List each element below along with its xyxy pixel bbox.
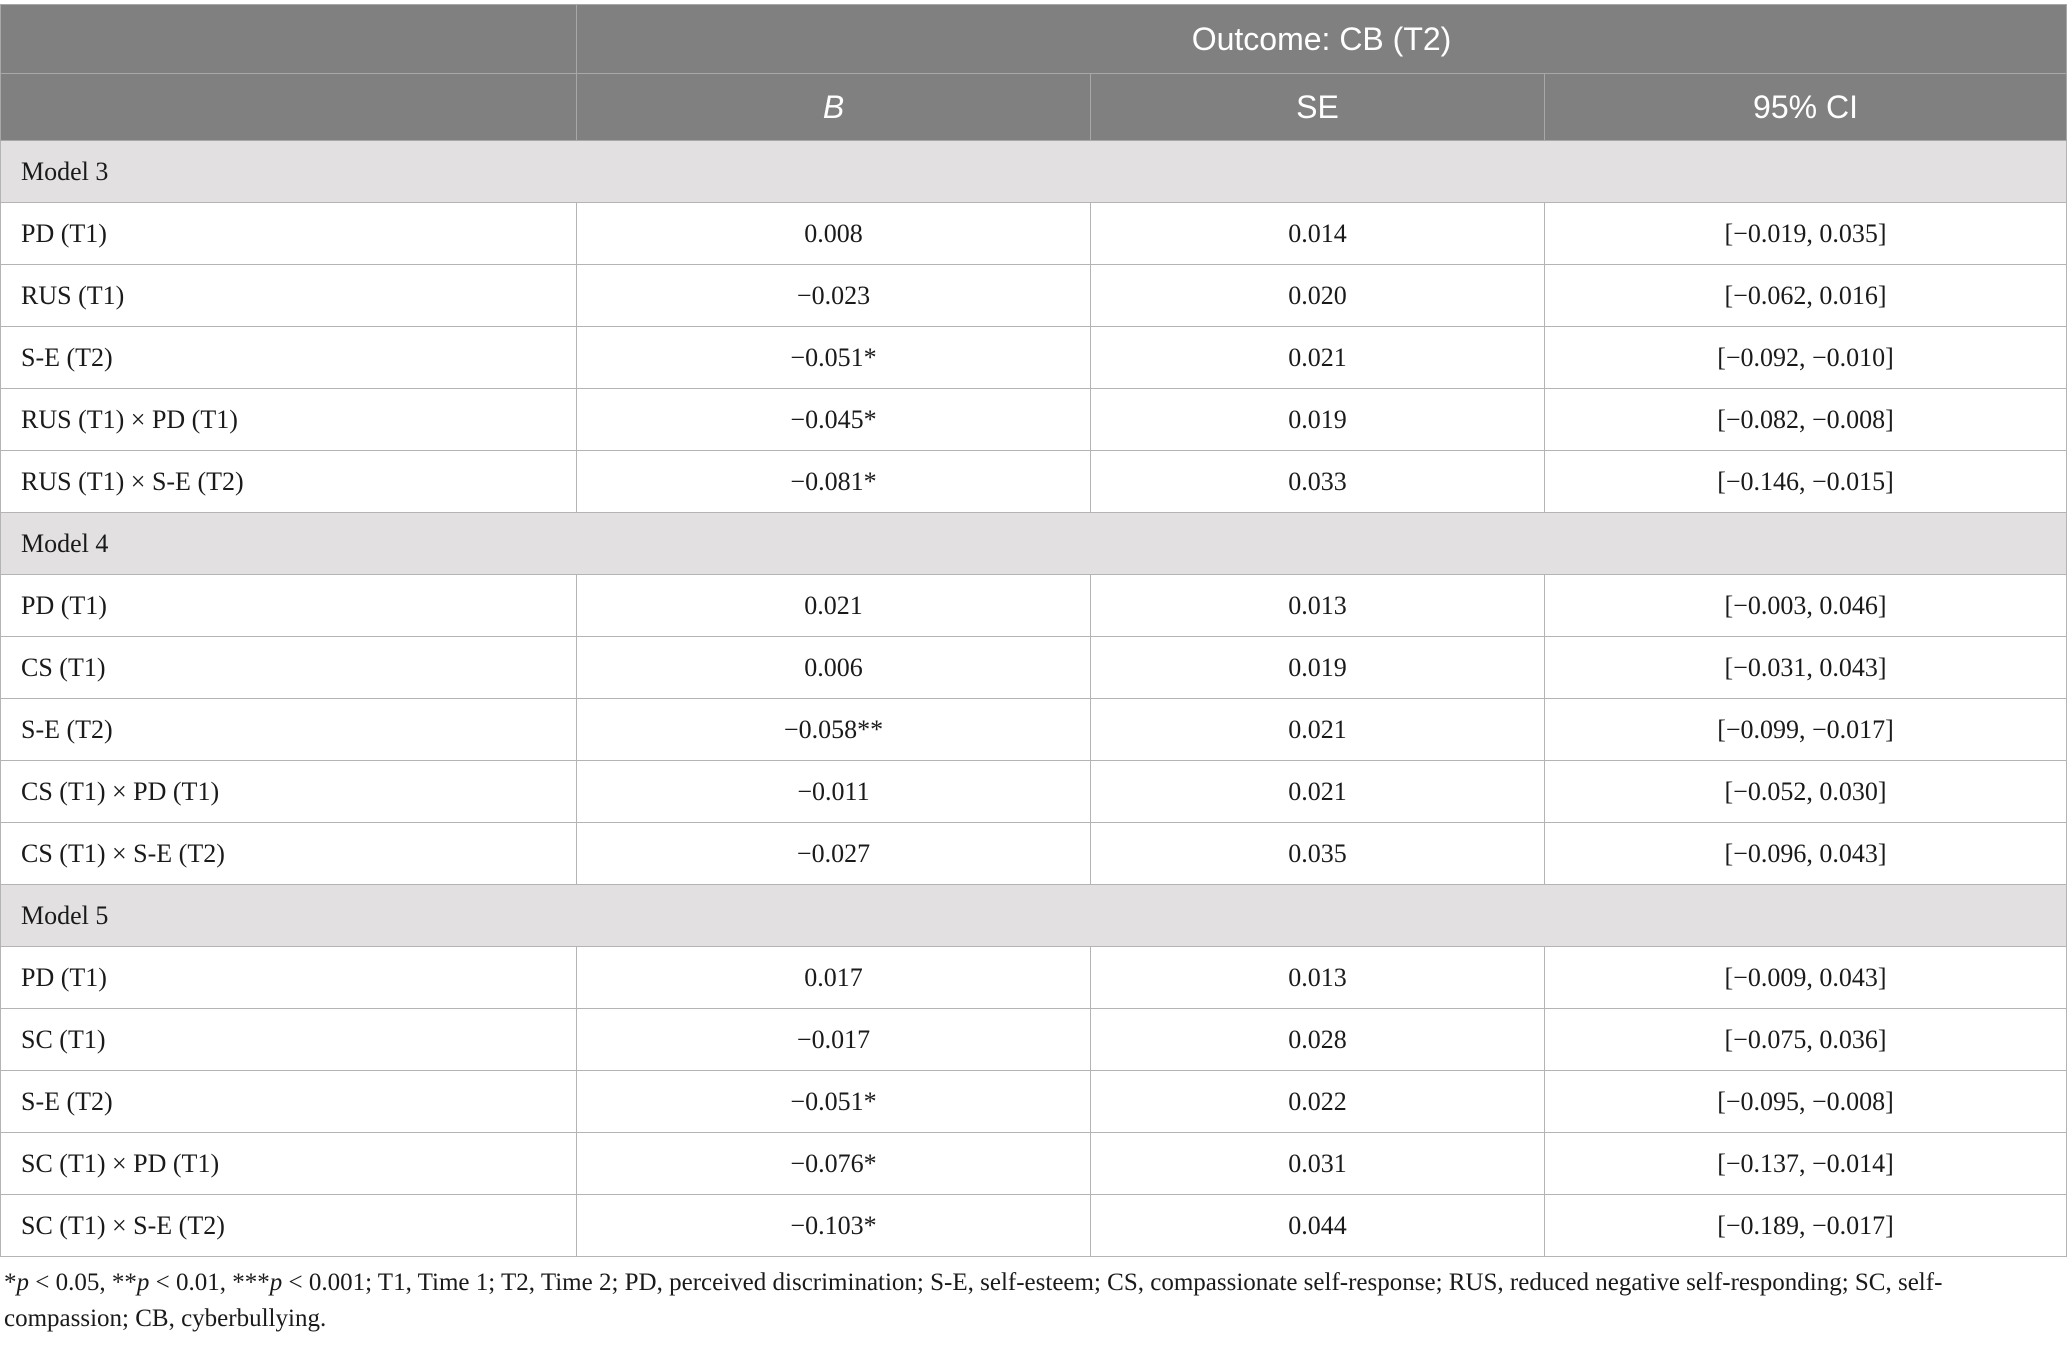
table-row	[1, 451, 2067, 513]
predictor-label: RUS (T1) × PD (T1)	[1, 389, 577, 451]
predictor-label: SC (T1)	[1, 1009, 577, 1071]
predictor-label: RUS (T1) × S-E (T2)	[1, 451, 577, 513]
coefficient-b: −0.045*	[577, 389, 1091, 451]
coefficient-b: 0.017	[577, 947, 1091, 1009]
confidence-interval: [−0.146, −0.015]	[1545, 451, 2067, 513]
standard-error: 0.033	[1091, 451, 1545, 513]
model-title: Model 5	[1, 885, 2067, 947]
predictor-label: SC (T1) × S-E (T2)	[1, 1195, 577, 1257]
table-row	[1, 575, 2067, 637]
coefficient-b: −0.051*	[577, 327, 1091, 389]
coefficient-b: 0.008	[577, 203, 1091, 265]
footnote-text: *p < 0.05, **p < 0.01, ***p < 0.001; T1, Time 1; T2, Time 2; PD, perceived discrimination; S-E, self-esteem; CS, compassionate self-response; RUS, reduced negative self-responding; SC, self-compassion; CB, cyberbullying.	[4, 1269, 1943, 1332]
predictor-label: PD (T1)	[1, 947, 577, 1009]
coefficient-b: −0.011	[577, 761, 1091, 823]
predictor-label: CS (T1) × S-E (T2)	[1, 823, 577, 885]
model-section-row	[1, 885, 2067, 947]
coefficient-b: −0.103*	[577, 1195, 1091, 1257]
table-row	[1, 823, 2067, 885]
confidence-interval: [−0.019, 0.035]	[1545, 203, 2067, 265]
confidence-interval: [−0.062, 0.016]	[1545, 265, 2067, 327]
table-row	[1, 761, 2067, 823]
header-empty-cell	[1, 5, 577, 74]
column-header-ci: 95% CI	[1545, 74, 2067, 141]
confidence-interval: [−0.095, −0.008]	[1545, 1071, 2067, 1133]
predictor-label: CS (T1)	[1, 637, 577, 699]
predictor-label: SC (T1) × PD (T1)	[1, 1133, 577, 1195]
table-row	[1, 1133, 2067, 1195]
column-header-se: SE	[1091, 74, 1545, 141]
outcome-header: Outcome: CB (T2)	[577, 5, 2067, 74]
predictor-label: PD (T1)	[1, 203, 577, 265]
predictor-label: S-E (T2)	[1, 699, 577, 761]
confidence-interval: [−0.031, 0.043]	[1545, 637, 2067, 699]
coefficient-b: −0.081*	[577, 451, 1091, 513]
table-row	[1, 203, 2067, 265]
confidence-interval: [−0.003, 0.046]	[1545, 575, 2067, 637]
standard-error: 0.035	[1091, 823, 1545, 885]
model-title: Model 3	[1, 141, 2067, 203]
standard-error: 0.021	[1091, 327, 1545, 389]
column-header-b: B	[577, 74, 1091, 141]
coefficient-b: −0.076*	[577, 1133, 1091, 1195]
standard-error: 0.022	[1091, 1071, 1545, 1133]
standard-error: 0.020	[1091, 265, 1545, 327]
coefficient-b: −0.051*	[577, 1071, 1091, 1133]
table-header	[1, 5, 2067, 141]
confidence-interval: [−0.009, 0.043]	[1545, 947, 2067, 1009]
header-row-outcome	[1, 5, 2067, 74]
table-row	[1, 947, 2067, 1009]
table-container	[0, 4, 2067, 1337]
table-footnote	[0, 1265, 2044, 1337]
table-row	[1, 1009, 2067, 1071]
coefficient-b: −0.058**	[577, 699, 1091, 761]
predictor-label: S-E (T2)	[1, 1071, 577, 1133]
model-section-row	[1, 141, 2067, 203]
table-row	[1, 389, 2067, 451]
confidence-interval: [−0.092, −0.010]	[1545, 327, 2067, 389]
confidence-interval: [−0.099, −0.017]	[1545, 699, 2067, 761]
standard-error: 0.031	[1091, 1133, 1545, 1195]
coefficient-b: 0.021	[577, 575, 1091, 637]
predictor-label: PD (T1)	[1, 575, 577, 637]
regression-table	[0, 4, 2067, 1257]
coefficient-b: 0.006	[577, 637, 1091, 699]
table-row	[1, 327, 2067, 389]
confidence-interval: [−0.082, −0.008]	[1545, 389, 2067, 451]
coefficient-b: −0.027	[577, 823, 1091, 885]
standard-error: 0.021	[1091, 699, 1545, 761]
model-section-row	[1, 513, 2067, 575]
standard-error: 0.028	[1091, 1009, 1545, 1071]
standard-error: 0.044	[1091, 1195, 1545, 1257]
confidence-interval: [−0.096, 0.043]	[1545, 823, 2067, 885]
standard-error: 0.019	[1091, 389, 1545, 451]
confidence-interval: [−0.189, −0.017]	[1545, 1195, 2067, 1257]
coefficient-b: −0.023	[577, 265, 1091, 327]
header-row-columns	[1, 74, 2067, 141]
table-row	[1, 637, 2067, 699]
predictor-label: CS (T1) × PD (T1)	[1, 761, 577, 823]
predictor-label: S-E (T2)	[1, 327, 577, 389]
standard-error: 0.019	[1091, 637, 1545, 699]
table-row	[1, 265, 2067, 327]
header-empty-cell-2	[1, 74, 577, 141]
coefficient-b: −0.017	[577, 1009, 1091, 1071]
confidence-interval: [−0.137, −0.014]	[1545, 1133, 2067, 1195]
table-body	[1, 141, 2067, 1257]
table-row	[1, 1071, 2067, 1133]
standard-error: 0.021	[1091, 761, 1545, 823]
table-row	[1, 699, 2067, 761]
confidence-interval: [−0.052, 0.030]	[1545, 761, 2067, 823]
standard-error: 0.014	[1091, 203, 1545, 265]
standard-error: 0.013	[1091, 575, 1545, 637]
model-title: Model 4	[1, 513, 2067, 575]
table-row	[1, 1195, 2067, 1257]
standard-error: 0.013	[1091, 947, 1545, 1009]
predictor-label: RUS (T1)	[1, 265, 577, 327]
confidence-interval: [−0.075, 0.036]	[1545, 1009, 2067, 1071]
